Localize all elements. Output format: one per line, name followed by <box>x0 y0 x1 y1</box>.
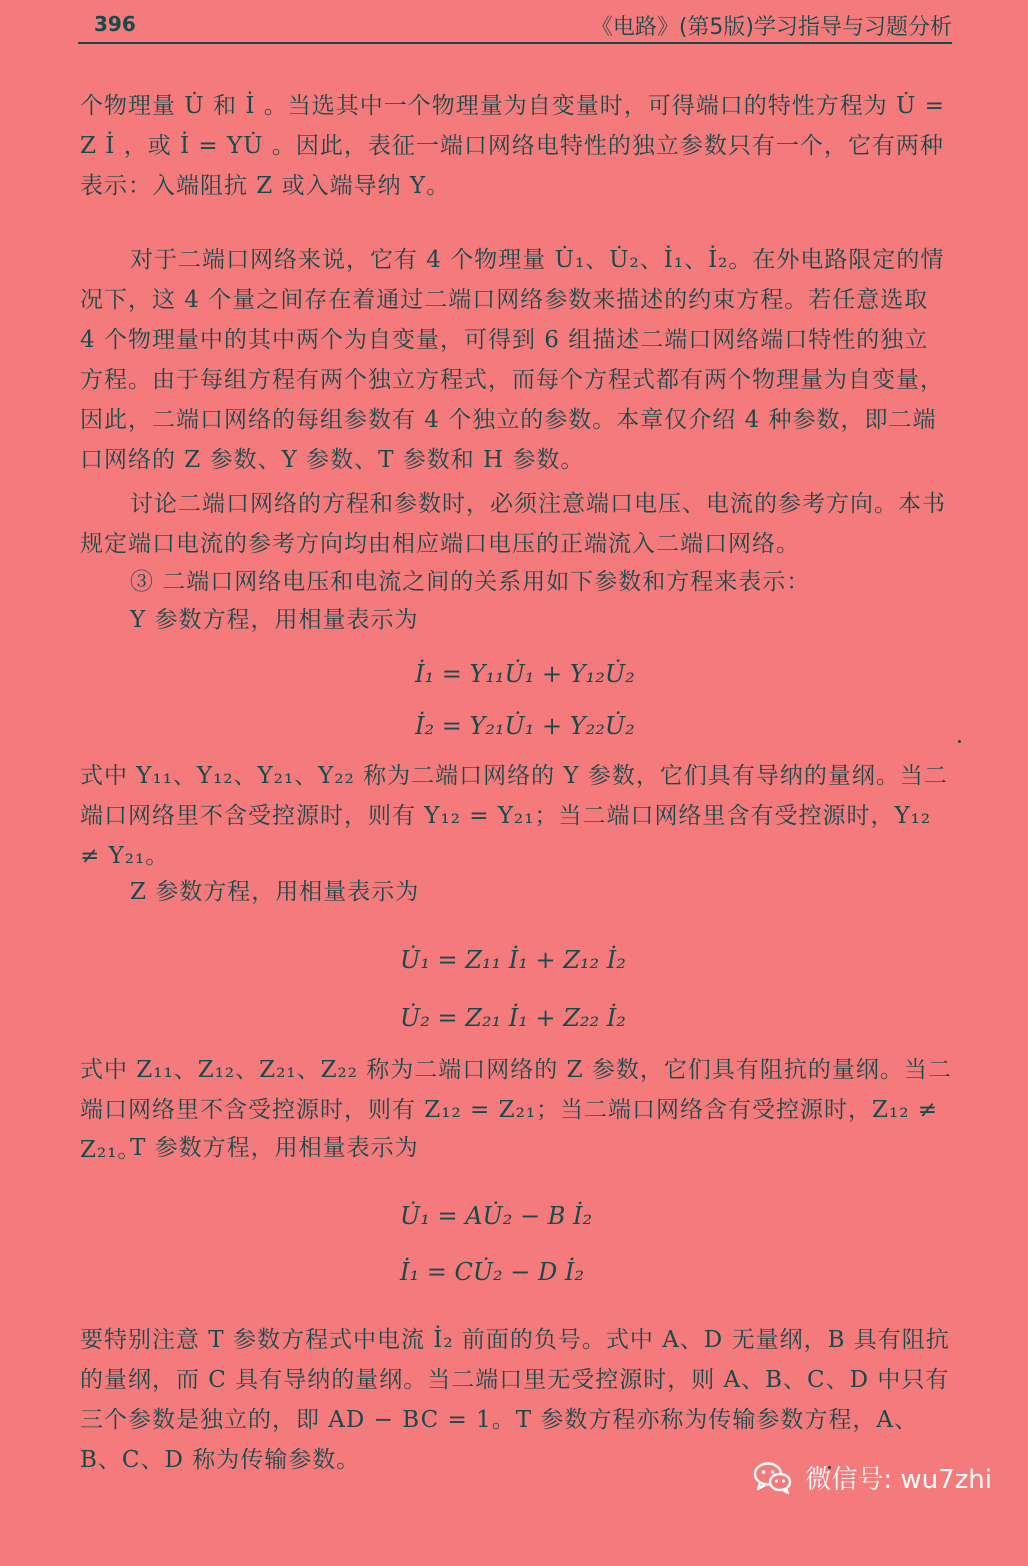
t-equation-2: İ₁ = CU̇₂ − D İ₂ <box>400 1258 585 1286</box>
page-header <box>78 4 952 44</box>
y-equation-2: İ₂ = Y₂₁U̇₁ + Y₂₂U̇₂ <box>415 712 635 740</box>
scan-speck <box>958 740 961 743</box>
page-number: 396 <box>94 12 136 36</box>
watermark <box>753 1459 992 1496</box>
paragraph-one-port: 个物理量 U̇ 和 İ 。当选其中一个物理量为自变量时，可得端口的特性方程为 U̇ = Z İ ，或 İ = YU̇ 。因此，表征一端口网络电特性的独立参数只有一个，它有两种表示：入端阻抗 Z 或入端导纳 Y。 <box>80 93 945 199</box>
paragraph-t-parameters: 要特别注意 T 参数方程式中电流 İ₂ 前面的负号。式中 A、D 无量纲，B 具有阻抗的量纲，而 C 具有导纳的量纲。当二端口里无受控源时，则 A、B、C、D 中只有三个参数是独立的，即 AD − BC = 1。T 参数方程亦称为传输参数方程，A、B、C、D 称为传输参数。 <box>80 1327 950 1473</box>
wechat-icon <box>753 1461 793 1495</box>
paragraph-parameter-intro: ③ 二端口网络电压和电流之间的关系用如下参数和方程来表示： <box>130 569 811 595</box>
z-equation-1: U̇₁ = Z₁₁ İ₁ + Z₁₂ İ₂ <box>400 946 626 974</box>
paragraph-y-parameters: 式中 Y₁₁、Y₁₂、Y₂₁、Y₂₂ 称为二端口网络的 Y 参数，它们具有导纳的量纲。当二端口网络里不含受控源时，则有 Y₁₂ = Y₂₁；当二端口网络里含有受控源时，Y₁₂ ≠ Y₂₁。 <box>80 763 948 869</box>
running-title: 《电路》(第5版)学习指导与习题分析 <box>590 15 952 40</box>
paragraph-two-port-intro: 对于二端口网络来说，它有 4 个物理量 U̇₁、U̇₂、İ₁、İ₂。在外电路限定的情况下，这 4 个量之间存在着通过二端口网络参数来描述的约束方程。若任意选取 4 个物理量中的其中两个为自变量，可得到 6 组描述二端口网络端口特性的独立方程。由于每组方程有两个独立方程式，而每个方程式都有两个物理量为自变量，因此，二端口网络的每组参数有 4 个独立的参数。本章仅介绍 4 种参数，即二端口网络的 Z 参数、Y 参数、T 参数和 H 参数。 <box>80 247 945 473</box>
z-parameter-heading: Z 参数方程，用相量表示为 <box>130 879 420 905</box>
z-equation-2: U̇₂ = Z₂₁ İ₁ + Z₂₂ İ₂ <box>400 1004 626 1032</box>
t-parameter-heading: T 参数方程，用相量表示为 <box>130 1135 419 1161</box>
watermark-text: 微信号: wu7zhi <box>805 1465 992 1495</box>
paragraph-reference-direction: 讨论二端口网络的方程和参数时，必须注意端口电压、电流的参考方向。本书规定端口电流的参考方向均由相应端口电压的正端流入二端口网络。 <box>80 491 946 557</box>
y-parameter-heading: Y 参数方程，用相量表示为 <box>130 607 419 633</box>
t-equation-1: U̇₁ = AU̇₂ − B İ₂ <box>400 1202 593 1230</box>
y-equation-1: İ₁ = Y₁₁U̇₁ + Y₁₂U̇₂ <box>415 660 635 688</box>
paragraph-z-parameters: 式中 Z₁₁、Z₁₂、Z₂₁、Z₂₂ 称为二端口网络的 Z 参数，它们具有阻抗的量纲。当二端口网络里不含受控源时，则有 Z₁₂ = Z₂₁；当二端口网络含有受控源时，Z₁₂ ≠ Z₂₁。 <box>80 1057 952 1163</box>
